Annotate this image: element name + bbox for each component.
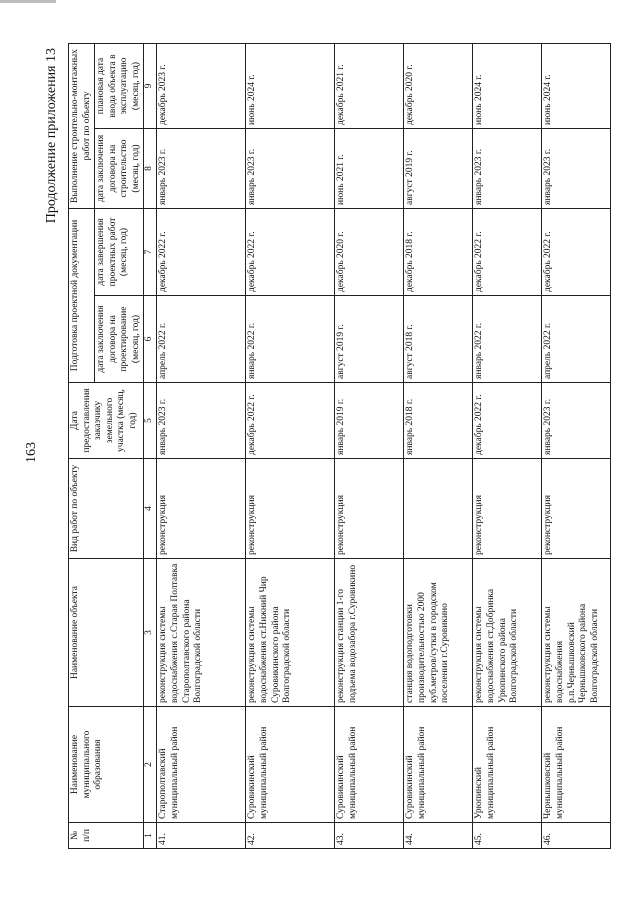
row-num: 43.	[335, 823, 404, 849]
row-construction-contract: январь 2023 г.	[473, 129, 542, 209]
header-design-done: дата завершения проектных работ (месяц, год)	[95, 209, 144, 296]
row-design-done: декабрь 2022 г.	[542, 209, 611, 296]
header-row-1	[69, 44, 95, 849]
row-commissioning: июнь 2024 г.	[473, 44, 542, 129]
header-commissioning: плановая дата ввода объекта в эксплуатацию (месяц, год)	[95, 44, 144, 129]
header-design-group: Подготовка проектной документации	[69, 209, 95, 383]
row-construction-contract: июнь 2021 г.	[335, 129, 404, 209]
column-number: 8	[144, 129, 157, 209]
table-row	[542, 44, 611, 849]
row-commissioning: декабрь 2023 г.	[157, 44, 246, 129]
row-work-type: реконструкция	[542, 459, 611, 559]
table-row	[246, 44, 335, 849]
row-design-contract: январь 2022 г.	[246, 296, 335, 383]
row-land-date: январь 2018 г.	[404, 383, 473, 459]
continuation-caption: Продолжение приложения 13	[44, 48, 59, 224]
row-construction-contract: январь 2023 г.	[246, 129, 335, 209]
row-municipality: Старополтавский муниципальный район	[157, 707, 246, 823]
row-num: 46.	[542, 823, 611, 849]
table-row	[404, 44, 473, 849]
header-object: Наименование объекта	[69, 559, 144, 707]
row-land-date: декабрь 2022 г.	[473, 383, 542, 459]
row-design-contract: апрель 2022 г.	[157, 296, 246, 383]
row-municipality: Суровикинский муниципальный район	[246, 707, 335, 823]
column-number: 3	[144, 559, 157, 707]
header-land-date: Дата предоставления заказчику земельного участка (месяц, год)	[69, 383, 144, 459]
row-num: 42.	[246, 823, 335, 849]
column-number: 9	[144, 44, 157, 129]
row-construction-contract: январь 2023 г.	[157, 129, 246, 209]
row-design-done: декабрь 2022 г.	[157, 209, 246, 296]
row-num: 44.	[404, 823, 473, 849]
row-design-contract: апрель 2022 г.	[542, 296, 611, 383]
row-land-date: декабрь 2022 г.	[246, 383, 335, 459]
row-object: станция водоподготовки производительностью 2000 куб.метров/сутки в городском поселении г.Суровикино	[404, 559, 473, 707]
row-design-done: декабрь 2022 г.	[473, 209, 542, 296]
row-land-date: январь 2023 г.	[157, 383, 246, 459]
row-commissioning: июнь 2024 г.	[542, 44, 611, 129]
row-municipality: Урюпинский муниципальный район	[473, 707, 542, 823]
column-number: 2	[144, 707, 157, 823]
row-municipality: Суровикинский муниципальный район	[335, 707, 404, 823]
row-municipality: Чернышковский муниципальный район	[542, 707, 611, 823]
table-row	[157, 44, 246, 849]
row-design-contract: август 2019 г.	[335, 296, 404, 383]
row-commissioning: июнь 2024 г.	[246, 44, 335, 129]
row-num: 45.	[473, 823, 542, 849]
row-construction-contract: август 2019 г.	[404, 129, 473, 209]
header-design-contract: дата заключения договора на проектирование (месяц, год)	[95, 296, 144, 383]
column-number: 6	[144, 296, 157, 383]
column-number: 7	[144, 209, 157, 296]
header-work-type: Вид работ по объекту	[69, 459, 144, 559]
objects-table	[68, 43, 611, 849]
row-object: реконструкция системы водоснабжения с.Старая Полтавка Старополтавского района Волгоградской области	[157, 559, 246, 707]
row-land-date: январь 2023 г.	[542, 383, 611, 459]
column-number-row	[144, 44, 157, 849]
row-num: 41.	[157, 823, 246, 849]
row-municipality: Суровикинский муниципальный район	[404, 707, 473, 823]
row-work-type: реконструкция	[246, 459, 335, 559]
row-commissioning: декабрь 2020 г.	[404, 44, 473, 129]
table-row	[335, 44, 404, 849]
column-number: 1	[144, 823, 157, 849]
row-design-contract: август 2018 г.	[404, 296, 473, 383]
row-design-done: декабрь 2020 г.	[335, 209, 404, 296]
row-construction-contract: январь 2023 г.	[542, 129, 611, 209]
row-work-type	[404, 459, 473, 559]
header-construction-contract: дата заключения договора на строительство (месяц, год)	[95, 129, 144, 209]
row-land-date: январь 2019 г.	[335, 383, 404, 459]
table-row	[473, 44, 542, 849]
row-design-done: декабрь 2022 г.	[246, 209, 335, 296]
row-object: реконструкция системы водоснабжения ст.Добринка Урюпинского района Волгоградской области	[473, 559, 542, 707]
row-design-done: декабрь 2018 г.	[404, 209, 473, 296]
row-work-type: реконструкция	[157, 459, 246, 559]
row-object: реконструкция системы водоснабжения р.п.Чернышковский Чернышковского района Волгоградской области	[542, 559, 611, 707]
header-construction-group: Выполнение строительно-монтажных работ по объекту	[69, 44, 95, 209]
row-object: реконструкция системы водоснабжения ст.Нижний Чир Суровикинского района Волгоградской области	[246, 559, 335, 707]
header-municipality: Наименование муниципального образования	[69, 707, 144, 823]
row-design-contract: январь 2022 г.	[473, 296, 542, 383]
column-number: 5	[144, 383, 157, 459]
row-work-type: реконструкция	[335, 459, 404, 559]
row-commissioning: декабрь 2021 г.	[335, 44, 404, 129]
column-number: 4	[144, 459, 157, 559]
row-object: реконструкция станции 1-го подъема водозабора г.Суровикино	[335, 559, 404, 707]
page-number: 163	[24, 442, 39, 463]
header-num: № п/п	[69, 823, 144, 849]
row-work-type: реконструкция	[473, 459, 542, 559]
